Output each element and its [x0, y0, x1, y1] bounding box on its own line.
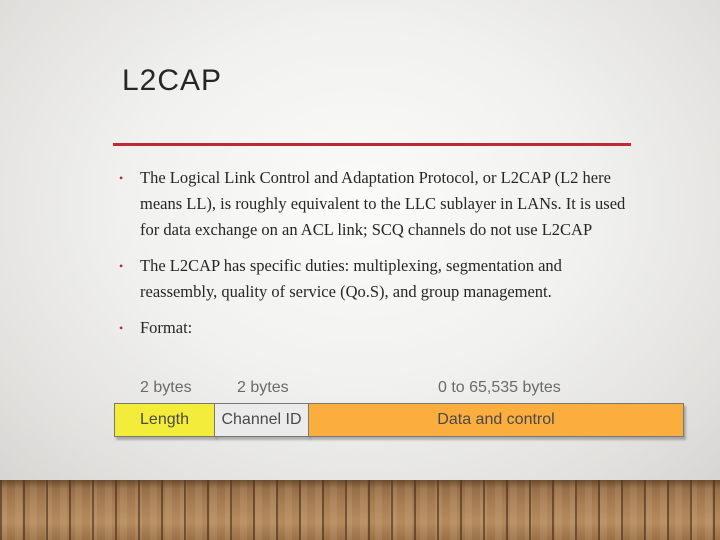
channel-id-field-label: Channel ID	[221, 411, 302, 428]
title-divider	[113, 143, 631, 146]
wood-floor	[0, 480, 720, 540]
bullet-item	[119, 165, 639, 243]
data-and-control-field	[308, 403, 684, 437]
bullet-text: The L2CAP has specific duties: multiplexing, segmentation and reassembly, quality of service (Qo.S), and group management.	[140, 256, 562, 301]
length-size-label: 2 bytes	[140, 379, 192, 396]
bullet-item	[119, 315, 639, 341]
l2cap-format-diagram	[114, 374, 686, 442]
bullet-dot-icon: •	[119, 259, 124, 273]
slide-title: L2CAP	[122, 64, 223, 97]
bullet-dot-icon: •	[119, 321, 124, 335]
data-size-label: 0 to 65,535 bytes	[438, 379, 561, 396]
length-field-label: Length	[140, 411, 189, 428]
channel-id-field	[214, 403, 309, 437]
bullet-text: Format:	[140, 318, 193, 337]
bullet-list	[119, 165, 639, 351]
data-and-control-field-label: Data and control	[437, 411, 555, 428]
channel-id-size-label: 2 bytes	[237, 379, 289, 396]
length-field	[114, 403, 215, 437]
bullet-item	[119, 253, 639, 305]
bullet-dot-icon: •	[119, 171, 124, 185]
bullet-text: The Logical Link Control and Adaptation Protocol, or L2CAP (L2 here means LL), is roughly equivalent to the LLC sublayer in LANs. It is used for data exchange on an ACL link; SCQ channels do not use L2CAP	[140, 168, 626, 239]
